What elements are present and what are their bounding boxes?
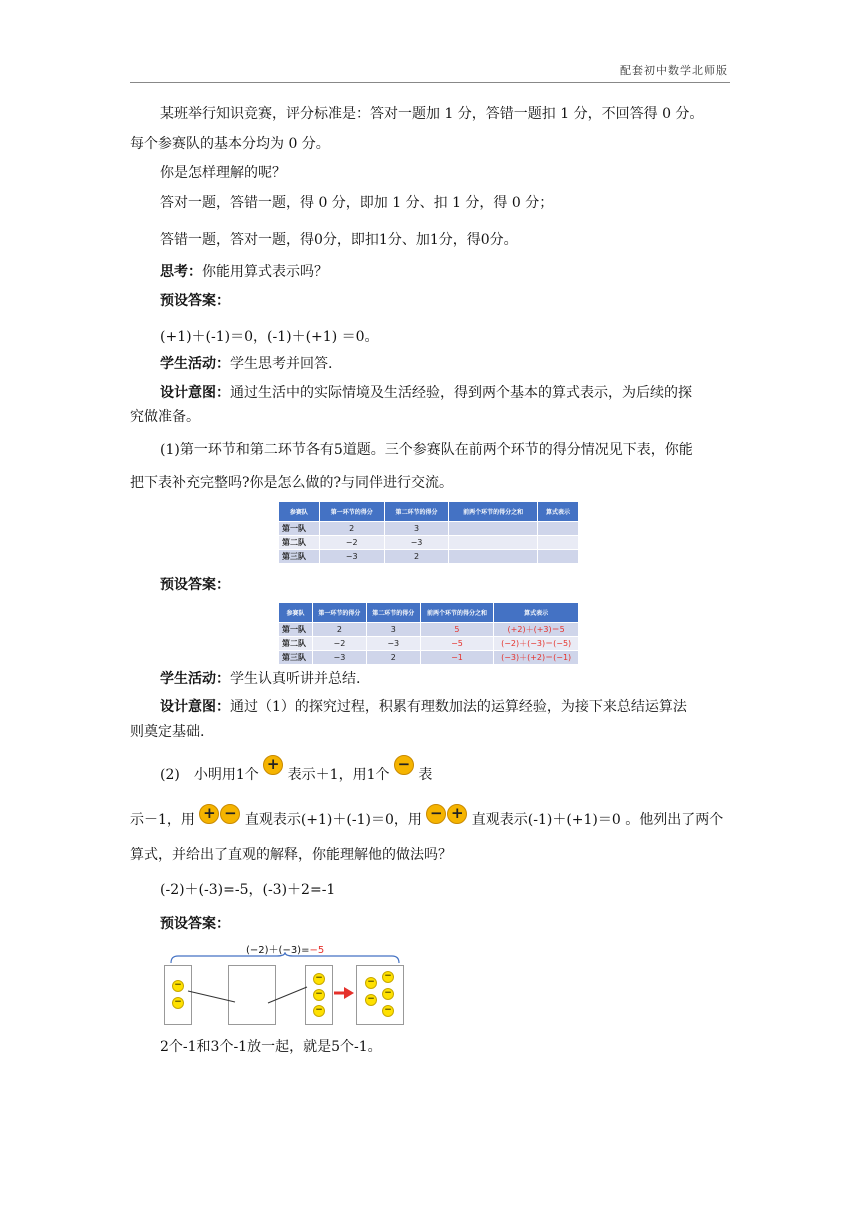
minus-token-icon: −: [313, 989, 325, 1001]
activity-label-1: 学生活动：: [160, 356, 230, 372]
score1-cell: −3: [313, 651, 367, 665]
q2-text-c: 表: [418, 767, 433, 783]
score2-cell: 3: [384, 522, 449, 536]
expr-cell: (−2)＋(−3)＝(−5): [494, 637, 579, 651]
intro-line-1: 某班举行知识竞赛，评分标准是：答对一题加 1 分，答错一题扣 1 分，不回答得 0 分。: [160, 106, 704, 122]
minus-token-icon: −: [365, 977, 377, 989]
minus-token-icon: −: [172, 997, 184, 1009]
score2-cell: 2: [366, 651, 420, 665]
minus-token-icon: −: [382, 988, 394, 1000]
team-cell: 第二队: [279, 536, 319, 550]
intent-text-1b: 究做准备。: [130, 409, 200, 425]
think-paragraph: [160, 262, 328, 282]
preset-answer-label-3: 预设答案：: [160, 916, 230, 932]
minus-token-icon: −: [313, 973, 325, 985]
question-2-line-2: [130, 804, 724, 830]
sum-cell: [449, 550, 538, 564]
intent-label-1: 设计意图：: [160, 385, 230, 401]
q2-text-b: 表示＋1，用1个: [287, 767, 390, 783]
formula-2: (-2)＋(-3)=-5，(-3)＋2=-1: [160, 882, 336, 898]
minus-token-icon: −: [313, 1005, 325, 1017]
question-understand: 你是怎样理解的呢？: [160, 165, 286, 181]
score1-cell: 2: [313, 623, 367, 637]
minus-coin-icon: −: [426, 804, 446, 824]
q2b-text-a: 示－1，用: [130, 812, 195, 828]
table-row: [279, 536, 579, 550]
header-divider: [130, 82, 730, 83]
question-1-line-1: (1)第一环节和第二环节各有5道题。三个参赛队在前两个环节的得分情况见下表，你能: [160, 442, 693, 458]
expr-cell: [537, 536, 578, 550]
table-header-cell: 第一环节的得分: [313, 603, 367, 623]
table-header-cell: 前两个环节的得分之和: [449, 502, 538, 522]
score1-cell: −2: [313, 637, 367, 651]
think-label: 思考：: [160, 264, 202, 280]
table-header-cell: 参赛队: [279, 502, 319, 522]
minus-token-icon: −: [382, 971, 394, 983]
table-header-cell: 参赛队: [279, 603, 313, 623]
question-2-line-3: 算式，并给出了直观的解释，你能理解他的做法吗？: [130, 847, 452, 863]
score-table-answer: [279, 603, 579, 664]
sum-cell: −5: [420, 637, 494, 651]
q2-text-a: (2) 小明用1个: [160, 767, 259, 783]
table-header-cell: 第二环节的得分: [384, 502, 449, 522]
team-cell: 第一队: [279, 522, 319, 536]
score2-cell: −3: [366, 637, 420, 651]
intent-text-2b: 则奠定基础.: [130, 724, 205, 740]
score1-cell: −2: [319, 536, 384, 550]
diagram-formula-text: (−2)＋(−3)=: [246, 945, 310, 956]
table-header-cell: 算式表示: [537, 502, 578, 522]
sum-cell: [449, 536, 538, 550]
plus-coin-icon: +: [447, 804, 467, 824]
minus-coin-icon: −: [220, 804, 240, 824]
intent-paragraph-1: [160, 383, 692, 403]
question-1-line-2: 把下表补充完整吗?你是怎么做的?与同伴进行交流。: [130, 475, 454, 491]
team-cell: 第一队: [279, 623, 313, 637]
score-table: [279, 502, 579, 563]
page-header: 配套初中数学北师版: [620, 64, 728, 77]
q2b-text-c: 直观表示(-1)＋(+1)＝0 。他列出了两个: [471, 812, 724, 828]
minus-coin-icon: −: [394, 755, 414, 775]
plus-coin-icon: +: [199, 804, 219, 824]
conclusion-text: 2个-1和3个-1放一起，就是5个-1。: [160, 1039, 382, 1055]
minus-token-icon: −: [365, 994, 377, 1006]
sum-cell: 5: [420, 623, 494, 637]
box-five-negatives: [356, 965, 404, 1025]
score1-cell: −3: [319, 550, 384, 564]
diagram-connector-lines: [164, 965, 344, 1025]
expr-cell: [537, 522, 578, 536]
intent-paragraph-2: [160, 697, 687, 717]
score1-cell: 2: [319, 522, 384, 536]
sum-cell: [449, 522, 538, 536]
score2-cell: 3: [366, 623, 420, 637]
diagram-brace-icon: [170, 952, 400, 964]
diagram-formula-result: −5: [309, 945, 325, 956]
activity-paragraph-1: [160, 354, 332, 374]
preset-answer-label-2: 预设答案：: [160, 577, 230, 593]
score2-cell: −3: [384, 536, 449, 550]
red-arrow-icon: [332, 985, 356, 1001]
intent-text-2a: 通过（1）的探究过程，积累有理数加法的运算经验，为接下来总结运算法: [230, 699, 687, 715]
answer-2: 答错一题，答对一题，得0分，即扣1分、加1分，得0分。: [160, 232, 518, 248]
table-header-cell: 算式表示: [494, 603, 579, 623]
plus-coin-icon: +: [263, 755, 283, 775]
score2-cell: 2: [384, 550, 449, 564]
table-header-cell: 第二环节的得分: [366, 603, 420, 623]
team-cell: 第三队: [279, 550, 319, 564]
team-cell: 第二队: [279, 637, 313, 651]
table-header-cell: 第一环节的得分: [319, 502, 384, 522]
minus-token-icon: −: [172, 980, 184, 992]
question-2-line-1: [160, 755, 433, 785]
table-row: [279, 623, 579, 637]
table-row: [279, 550, 579, 564]
answer-1: 答对一题，答错一题，得 0 分，即加 1 分、扣 1 分，得 0 分；: [160, 195, 554, 211]
score-table-header: [279, 603, 579, 623]
minus-token-icon: −: [382, 1005, 394, 1017]
table-header-cell: 前两个环节的得分之和: [420, 603, 494, 623]
table-row: [279, 522, 579, 536]
activity-text-1: 学生思考并回答.: [230, 356, 333, 372]
expr-cell: (+2)＋(+3)＝5: [494, 623, 579, 637]
intro-line-2: 每个参赛队的基本分均为 0 分。: [130, 136, 330, 152]
table-row: [279, 637, 579, 651]
expr-cell: [537, 550, 578, 564]
formula-1: (+1)＋(-1)＝0，(-1)＋(+1) ＝0。: [160, 329, 379, 345]
activity-text-2: 学生认真听讲并总结.: [230, 671, 361, 687]
preset-answer-label-1: 预设答案：: [160, 293, 230, 309]
expr-cell: (−3)＋(+2)＝(−1): [494, 651, 579, 665]
q2b-text-b: 直观表示(+1)＋(-1)＝0，用: [244, 812, 422, 828]
team-cell: 第三队: [279, 651, 313, 665]
table-row: [279, 651, 579, 665]
sum-cell: −1: [420, 651, 494, 665]
intent-text-1a: 通过生活中的实际情境及生活经验，得到两个基本的算式表示，为后续的探: [230, 385, 692, 401]
activity-label-2: 学生活动：: [160, 671, 230, 687]
think-text: 你能用算式表示吗？: [202, 264, 328, 280]
activity-paragraph-2: [160, 669, 360, 689]
intent-label-2: 设计意图：: [160, 699, 230, 715]
score-table-header: [279, 502, 579, 522]
